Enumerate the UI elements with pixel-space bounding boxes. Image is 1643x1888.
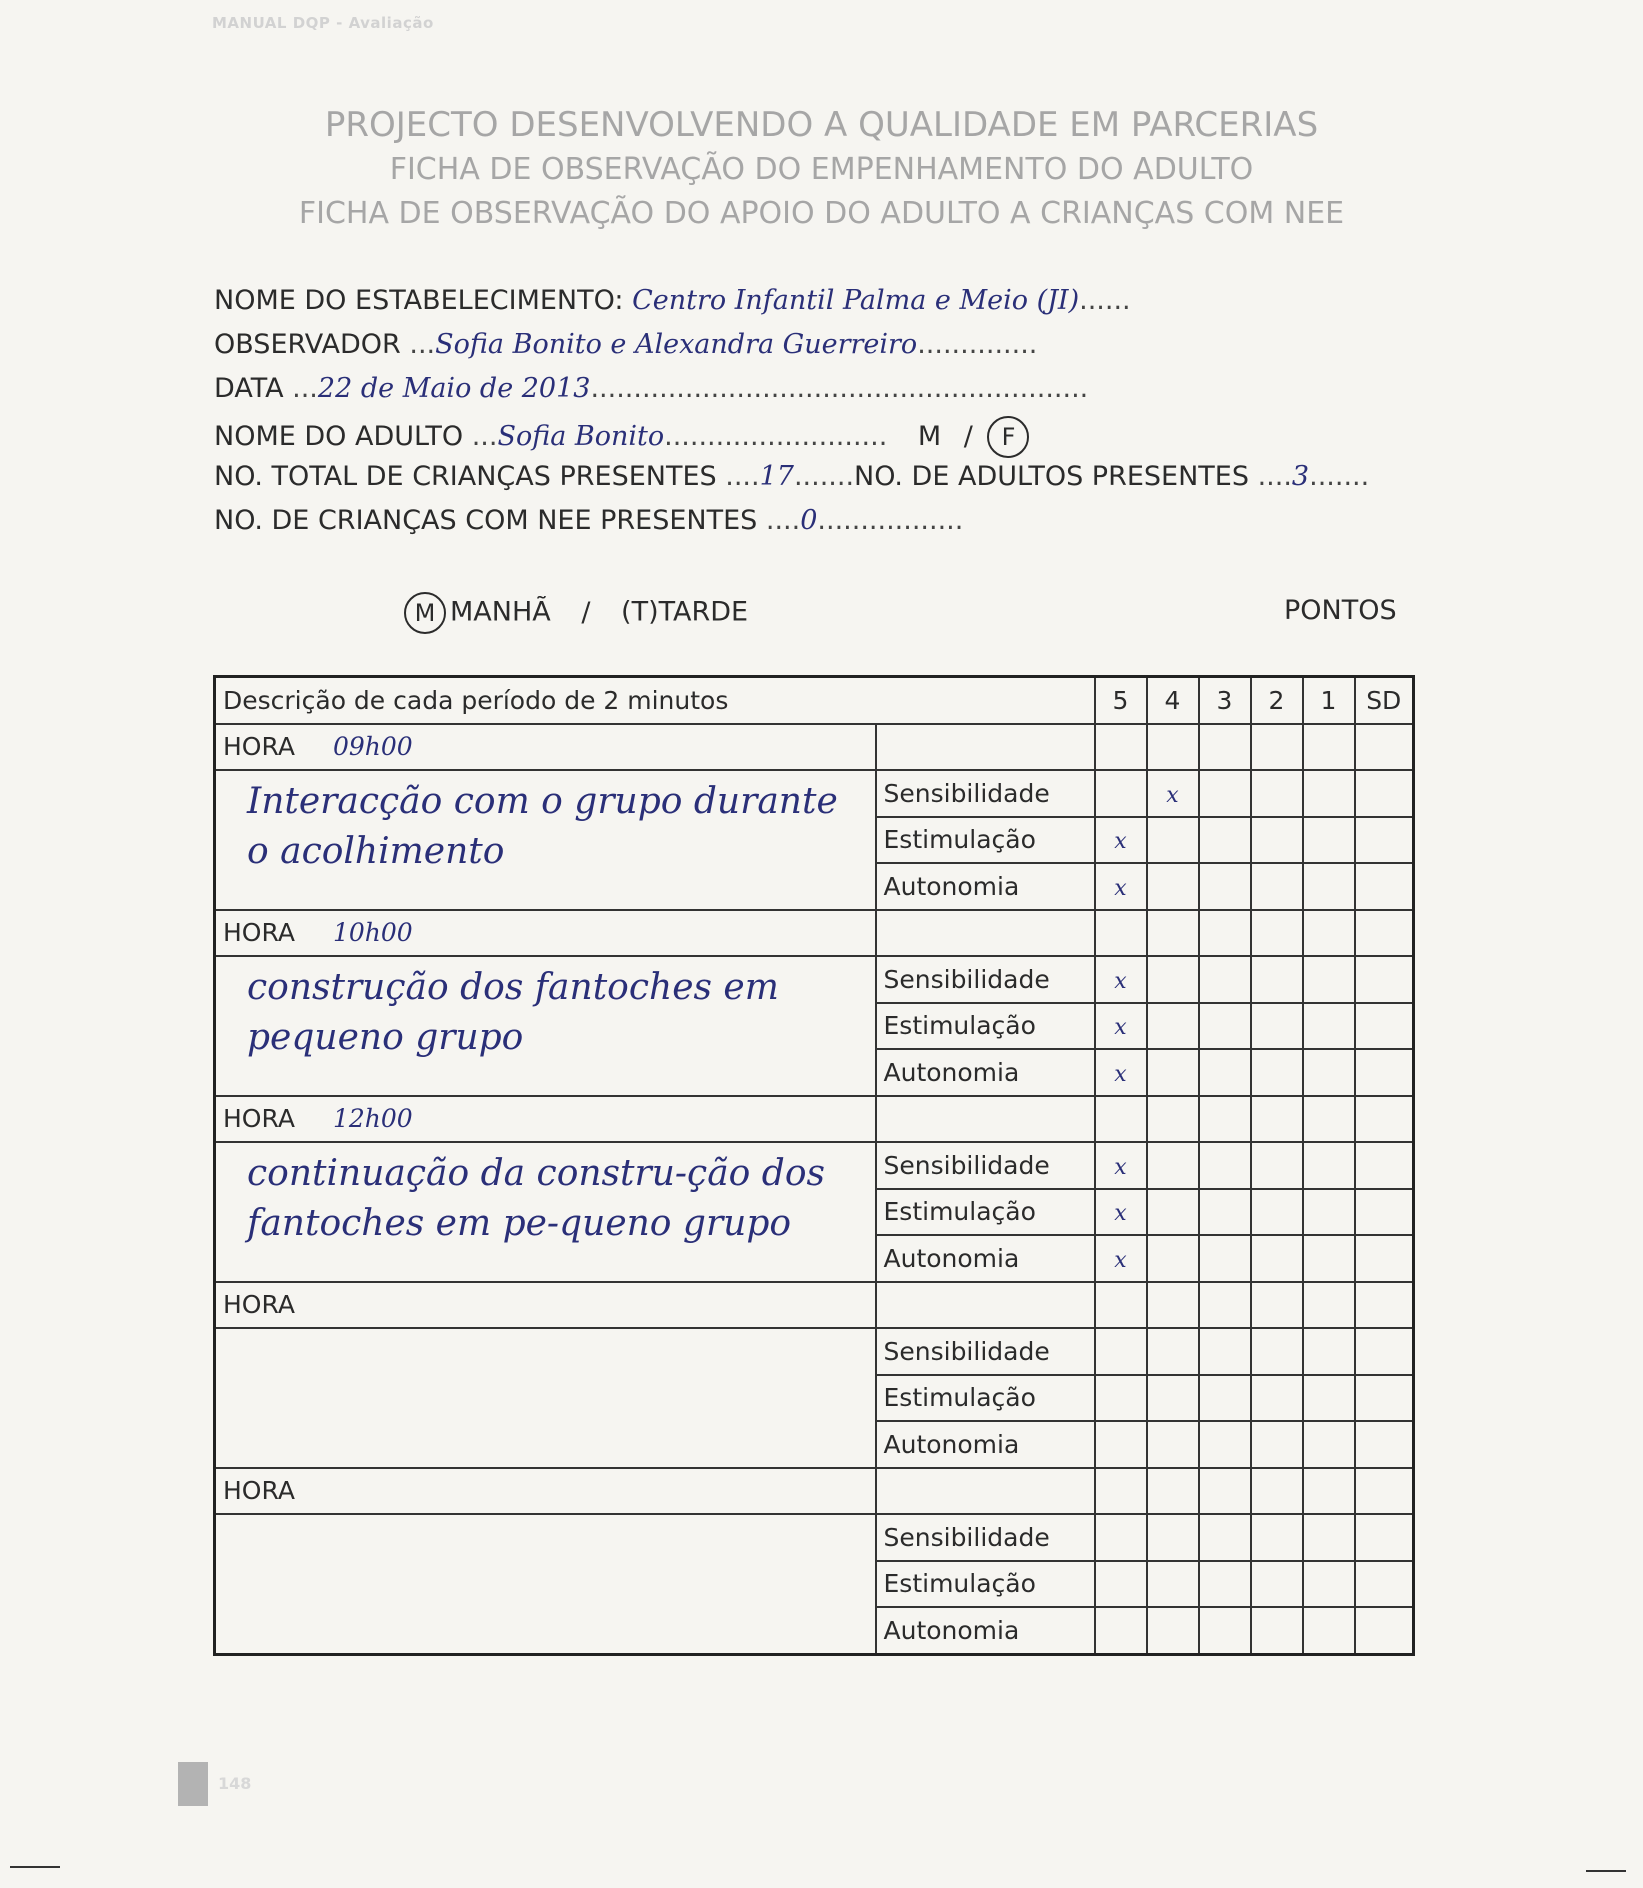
- score-cell: [1199, 1468, 1251, 1515]
- score-col-sd: SD: [1355, 677, 1414, 724]
- nee-label: NO. DE CRIANÇAS COM NEE PRESENTES: [214, 505, 758, 536]
- check-mark: x: [1114, 1154, 1127, 1180]
- adultos-value: 3: [1291, 461, 1310, 492]
- dimension-row: [215, 1142, 1414, 1189]
- activity-description-cell: [215, 1142, 876, 1282]
- page-number: 148: [218, 1774, 252, 1793]
- dotted-line: ...: [283, 373, 318, 404]
- score-cell: [1095, 1514, 1147, 1561]
- observation-table-body: [215, 677, 1414, 1655]
- score-cell: [1355, 1282, 1414, 1329]
- sexo-m: M: [917, 421, 942, 452]
- hora-label: HORA: [223, 1290, 295, 1320]
- dimension-label: Sensibilidade: [876, 956, 1095, 1003]
- score-col-5: 5: [1095, 677, 1147, 724]
- score-cell: [1303, 1607, 1355, 1654]
- score-cell: [1303, 1142, 1355, 1189]
- dotted-line: .......: [793, 461, 855, 492]
- sexo-separator: /: [963, 421, 973, 452]
- dotted-line: .......: [1309, 461, 1370, 492]
- score-cell: [1355, 1607, 1414, 1654]
- dimension-label: Estimulação: [876, 1375, 1095, 1422]
- score-cell: [1303, 863, 1355, 910]
- hora-row: [215, 724, 1414, 771]
- dotted-line: ....: [716, 461, 760, 492]
- dimension-label: Estimulação: [876, 1003, 1095, 1050]
- header-desc-cell: Descrição de cada período de 2 minutos: [215, 677, 1095, 724]
- score-cell: [1095, 1096, 1147, 1143]
- check-mark: x: [1114, 1247, 1127, 1273]
- hora-row: [215, 910, 1414, 957]
- score-cell: [1095, 724, 1147, 771]
- hora-cell: [215, 1282, 876, 1329]
- score-cell: [1147, 817, 1199, 864]
- score-cell: [1251, 1003, 1303, 1050]
- field-adulto: [214, 416, 1029, 458]
- score-cell: [1147, 1468, 1199, 1515]
- score-cell: [1251, 1468, 1303, 1515]
- score-cell: [1251, 1375, 1303, 1422]
- score-cell: [1355, 1189, 1414, 1236]
- observador-value: Sofia Bonito e Alexandra Guerreiro: [435, 329, 918, 360]
- shift-tarde: (T)TARDE: [621, 596, 749, 628]
- score-col-2: 2: [1251, 677, 1303, 724]
- score-cell: [1147, 1282, 1199, 1329]
- score-cell: [1147, 1328, 1199, 1375]
- score-cell: [1355, 1561, 1414, 1608]
- dimension-label: Autonomia: [876, 1235, 1095, 1282]
- score-cell: [1251, 770, 1303, 817]
- pontos-label: PONTOS: [1284, 595, 1397, 626]
- hora-blank-cell: [876, 1096, 1095, 1143]
- estabelecimento-value: Centro Infantil Palma e Meio (JI): [632, 285, 1080, 316]
- score-cell: [1199, 1561, 1251, 1608]
- score-cell: [1199, 1142, 1251, 1189]
- score-cell: [1303, 1096, 1355, 1143]
- hora-cell: [215, 1096, 876, 1143]
- project-title: PROJECTO DESENVOLVENDO A QUALIDADE EM PARCERIAS: [324, 105, 1319, 145]
- activity-description-cell: [215, 770, 876, 910]
- hora-value: 09h00: [332, 732, 413, 762]
- field-criancas-adultos: [214, 460, 1369, 494]
- score-cell: [1199, 1375, 1251, 1422]
- dotted-line: .................: [817, 505, 964, 536]
- criancas-value: 17: [759, 461, 794, 492]
- hora-value: 10h00: [332, 918, 413, 948]
- check-mark: x: [1114, 829, 1127, 855]
- activity-description-cell: [215, 1328, 876, 1468]
- score-cell: [1303, 770, 1355, 817]
- score-cell: [1355, 1514, 1414, 1561]
- dotted-line: ..............: [917, 329, 1038, 360]
- score-cell: [1095, 770, 1147, 817]
- hora-label: HORA: [223, 732, 295, 762]
- field-data: [214, 372, 1088, 406]
- score-cell: [1355, 956, 1414, 1003]
- score-cell: [1199, 724, 1251, 771]
- score-cell: [1199, 1235, 1251, 1282]
- score-cell: [1199, 1189, 1251, 1236]
- score-cell: [1251, 1096, 1303, 1143]
- score-cell: [1095, 1003, 1147, 1050]
- check-mark: x: [1166, 782, 1179, 808]
- score-cell: [1199, 1003, 1251, 1050]
- crop-mark-right: [1586, 1870, 1626, 1872]
- shift-m-circled: M: [404, 592, 446, 634]
- score-cell: [1251, 910, 1303, 957]
- shift-separator: /: [581, 596, 591, 628]
- score-cell: [1303, 910, 1355, 957]
- data-label: DATA: [214, 373, 284, 404]
- score-cell: [1251, 1607, 1303, 1654]
- check-mark: x: [1114, 1201, 1127, 1227]
- activity-description-cell: [215, 1514, 876, 1654]
- score-cell: [1355, 1049, 1414, 1096]
- hora-label: HORA: [223, 918, 295, 948]
- score-cell: [1251, 1282, 1303, 1329]
- check-mark: x: [1114, 1015, 1127, 1041]
- score-cell: [1355, 1328, 1414, 1375]
- score-cell: [1095, 1468, 1147, 1515]
- field-estabelecimento: [214, 284, 1131, 318]
- score-cell: [1199, 770, 1251, 817]
- score-cell: [1355, 863, 1414, 910]
- dotted-line: ..........................................................: [590, 373, 1089, 404]
- score-cell: [1303, 1282, 1355, 1329]
- hora-blank-cell: [876, 910, 1095, 957]
- score-cell: [1095, 1607, 1147, 1654]
- score-cell: [1147, 956, 1199, 1003]
- score-cell: [1095, 1561, 1147, 1608]
- dimension-row: [215, 1328, 1414, 1375]
- field-nee: [214, 504, 963, 538]
- score-cell: [1095, 910, 1147, 957]
- score-cell: [1199, 956, 1251, 1003]
- score-cell: [1147, 1375, 1199, 1422]
- score-cell: [1251, 1235, 1303, 1282]
- score-cell: [1199, 1049, 1251, 1096]
- score-cell: [1199, 1328, 1251, 1375]
- score-cell: [1251, 1514, 1303, 1561]
- score-cell: [1147, 1142, 1199, 1189]
- score-cell: [1095, 956, 1147, 1003]
- hora-label: HORA: [223, 1104, 295, 1134]
- score-cell: [1251, 817, 1303, 864]
- score-cell: [1147, 1189, 1199, 1236]
- dimension-row: [215, 956, 1414, 1003]
- score-col-4: 4: [1147, 677, 1199, 724]
- dimension-label: Estimulação: [876, 817, 1095, 864]
- score-cell: [1095, 1235, 1147, 1282]
- criancas-label: NO. TOTAL DE CRIANÇAS PRESENTES: [214, 461, 717, 492]
- score-cell: [1199, 863, 1251, 910]
- score-cell: [1303, 817, 1355, 864]
- dimension-label: Autonomia: [876, 1607, 1095, 1654]
- score-cell: [1355, 1096, 1414, 1143]
- score-cell: [1251, 1561, 1303, 1608]
- shift-selector: [404, 592, 748, 634]
- hora-blank-cell: [876, 724, 1095, 771]
- score-cell: [1303, 1328, 1355, 1375]
- score-cell: [1147, 1003, 1199, 1050]
- score-cell: [1251, 863, 1303, 910]
- dotted-line: ..........................: [664, 421, 888, 452]
- score-cell: [1147, 1514, 1199, 1561]
- score-cell: [1199, 1607, 1251, 1654]
- form-title-block: [0, 102, 1643, 236]
- adultos-label: NO. DE ADULTOS PRESENTES: [854, 461, 1249, 492]
- manual-header-tag: MANUAL DQP - Avaliação: [212, 14, 434, 32]
- dimension-label: Sensibilidade: [876, 1328, 1095, 1375]
- adulto-label: NOME DO ADULTO: [214, 421, 464, 452]
- dimension-label: Estimulação: [876, 1561, 1095, 1608]
- score-cell: [1095, 817, 1147, 864]
- score-cell: [1303, 1003, 1355, 1050]
- dotted-line: ...: [463, 421, 498, 452]
- score-cell: [1095, 1282, 1147, 1329]
- score-cell: [1303, 1468, 1355, 1515]
- score-cell: [1251, 1421, 1303, 1468]
- activity-text: continuação da constru-ção dos fantoches em pe-queno grupo: [247, 1153, 825, 1244]
- score-cell: [1355, 817, 1414, 864]
- score-cell: [1355, 1375, 1414, 1422]
- score-cell: [1303, 1235, 1355, 1282]
- score-cell: [1303, 1189, 1355, 1236]
- score-cell: [1147, 863, 1199, 910]
- score-cell: [1147, 1049, 1199, 1096]
- score-cell: [1147, 1561, 1199, 1608]
- hora-label: HORA: [223, 1476, 295, 1506]
- hora-row: [215, 1468, 1414, 1515]
- score-cell: [1095, 1189, 1147, 1236]
- observation-table: [213, 675, 1415, 1656]
- score-cell: [1355, 1468, 1414, 1515]
- hora-blank-cell: [876, 1282, 1095, 1329]
- score-cell: [1303, 956, 1355, 1003]
- score-cell: [1355, 1421, 1414, 1468]
- score-cell: [1199, 1514, 1251, 1561]
- score-cell: [1355, 910, 1414, 957]
- score-cell: [1251, 1189, 1303, 1236]
- check-mark: x: [1114, 1061, 1127, 1087]
- activity-text: construção dos fantoches em pequeno grupo: [247, 967, 779, 1058]
- dotted-line: ....: [757, 505, 801, 536]
- crop-mark-left: [10, 1866, 60, 1868]
- hora-row: [215, 1282, 1414, 1329]
- dimension-label: Autonomia: [876, 1049, 1095, 1096]
- dimension-label: Autonomia: [876, 863, 1095, 910]
- score-cell: [1251, 1328, 1303, 1375]
- score-cell: [1355, 1142, 1414, 1189]
- score-cell: [1095, 1049, 1147, 1096]
- dimension-label: Autonomia: [876, 1421, 1095, 1468]
- shift-manha: MANHÃ: [450, 596, 551, 628]
- score-cell: [1251, 956, 1303, 1003]
- score-cell: [1199, 1096, 1251, 1143]
- nee-value: 0: [800, 505, 818, 536]
- page-tab-marker: [178, 1762, 208, 1806]
- activity-text: Interacção com o grupo durante o acolhimento: [247, 781, 838, 872]
- score-cell: [1147, 724, 1199, 771]
- dotted-line: ......: [1079, 285, 1131, 316]
- form-subtitle-1: FICHA DE OBSERVAÇÃO DO EMPENHAMENTO DO ADULTO: [389, 152, 1254, 187]
- score-cell: [1147, 1235, 1199, 1282]
- score-cell: [1355, 1003, 1414, 1050]
- score-col-1: 1: [1303, 677, 1355, 724]
- score-cell: [1095, 1142, 1147, 1189]
- score-cell: [1303, 724, 1355, 771]
- estabelecimento-label: NOME DO ESTABELECIMENTO:: [214, 285, 624, 316]
- score-cell: [1199, 1421, 1251, 1468]
- score-cell: [1251, 724, 1303, 771]
- score-cell: [1355, 724, 1414, 771]
- score-cell: [1147, 910, 1199, 957]
- score-cell: [1095, 863, 1147, 910]
- dimension-row: [215, 770, 1414, 817]
- score-col-3: 3: [1199, 677, 1251, 724]
- score-cell: [1095, 1375, 1147, 1422]
- score-cell: [1303, 1049, 1355, 1096]
- dimension-label: Sensibilidade: [876, 1514, 1095, 1561]
- observador-label: OBSERVADOR: [214, 329, 401, 360]
- field-observador: [214, 328, 1037, 362]
- score-cell: [1303, 1375, 1355, 1422]
- score-cell: [1199, 910, 1251, 957]
- score-cell: [1147, 1421, 1199, 1468]
- hora-cell: [215, 1468, 876, 1515]
- score-cell: [1251, 1049, 1303, 1096]
- sexo-f-circled: F: [987, 416, 1029, 458]
- dimension-row: [215, 1514, 1414, 1561]
- dotted-line: ...: [400, 329, 436, 360]
- hora-blank-cell: [876, 1468, 1095, 1515]
- score-cell: [1095, 1328, 1147, 1375]
- activity-description-cell: [215, 956, 876, 1096]
- score-cell: [1355, 1235, 1414, 1282]
- dimension-label: Sensibilidade: [876, 1142, 1095, 1189]
- check-mark: x: [1114, 875, 1127, 901]
- score-cell: [1147, 1607, 1199, 1654]
- score-cell: [1303, 1514, 1355, 1561]
- table-header-row: [215, 677, 1414, 724]
- adulto-value: Sofia Bonito: [497, 421, 665, 452]
- hora-cell: [215, 724, 876, 771]
- score-cell: [1199, 817, 1251, 864]
- data-value: 22 de Maio de 2013: [317, 373, 591, 404]
- hora-row: [215, 1096, 1414, 1143]
- score-cell: [1355, 770, 1414, 817]
- score-cell: [1147, 1096, 1199, 1143]
- dimension-label: Sensibilidade: [876, 770, 1095, 817]
- score-cell: [1251, 1142, 1303, 1189]
- score-cell: [1303, 1561, 1355, 1608]
- hora-cell: [215, 910, 876, 957]
- score-cell: [1199, 1282, 1251, 1329]
- dotted-line: ....: [1249, 461, 1292, 492]
- score-cell: [1147, 770, 1199, 817]
- score-cell: [1303, 1421, 1355, 1468]
- form-subtitle-2: FICHA DE OBSERVAÇÃO DO APOIO DO ADULTO A CRIANÇAS COM NEE: [298, 196, 1345, 231]
- check-mark: x: [1114, 968, 1127, 994]
- dimension-label: Estimulação: [876, 1189, 1095, 1236]
- hora-value: 12h00: [332, 1104, 413, 1134]
- score-cell: [1095, 1421, 1147, 1468]
